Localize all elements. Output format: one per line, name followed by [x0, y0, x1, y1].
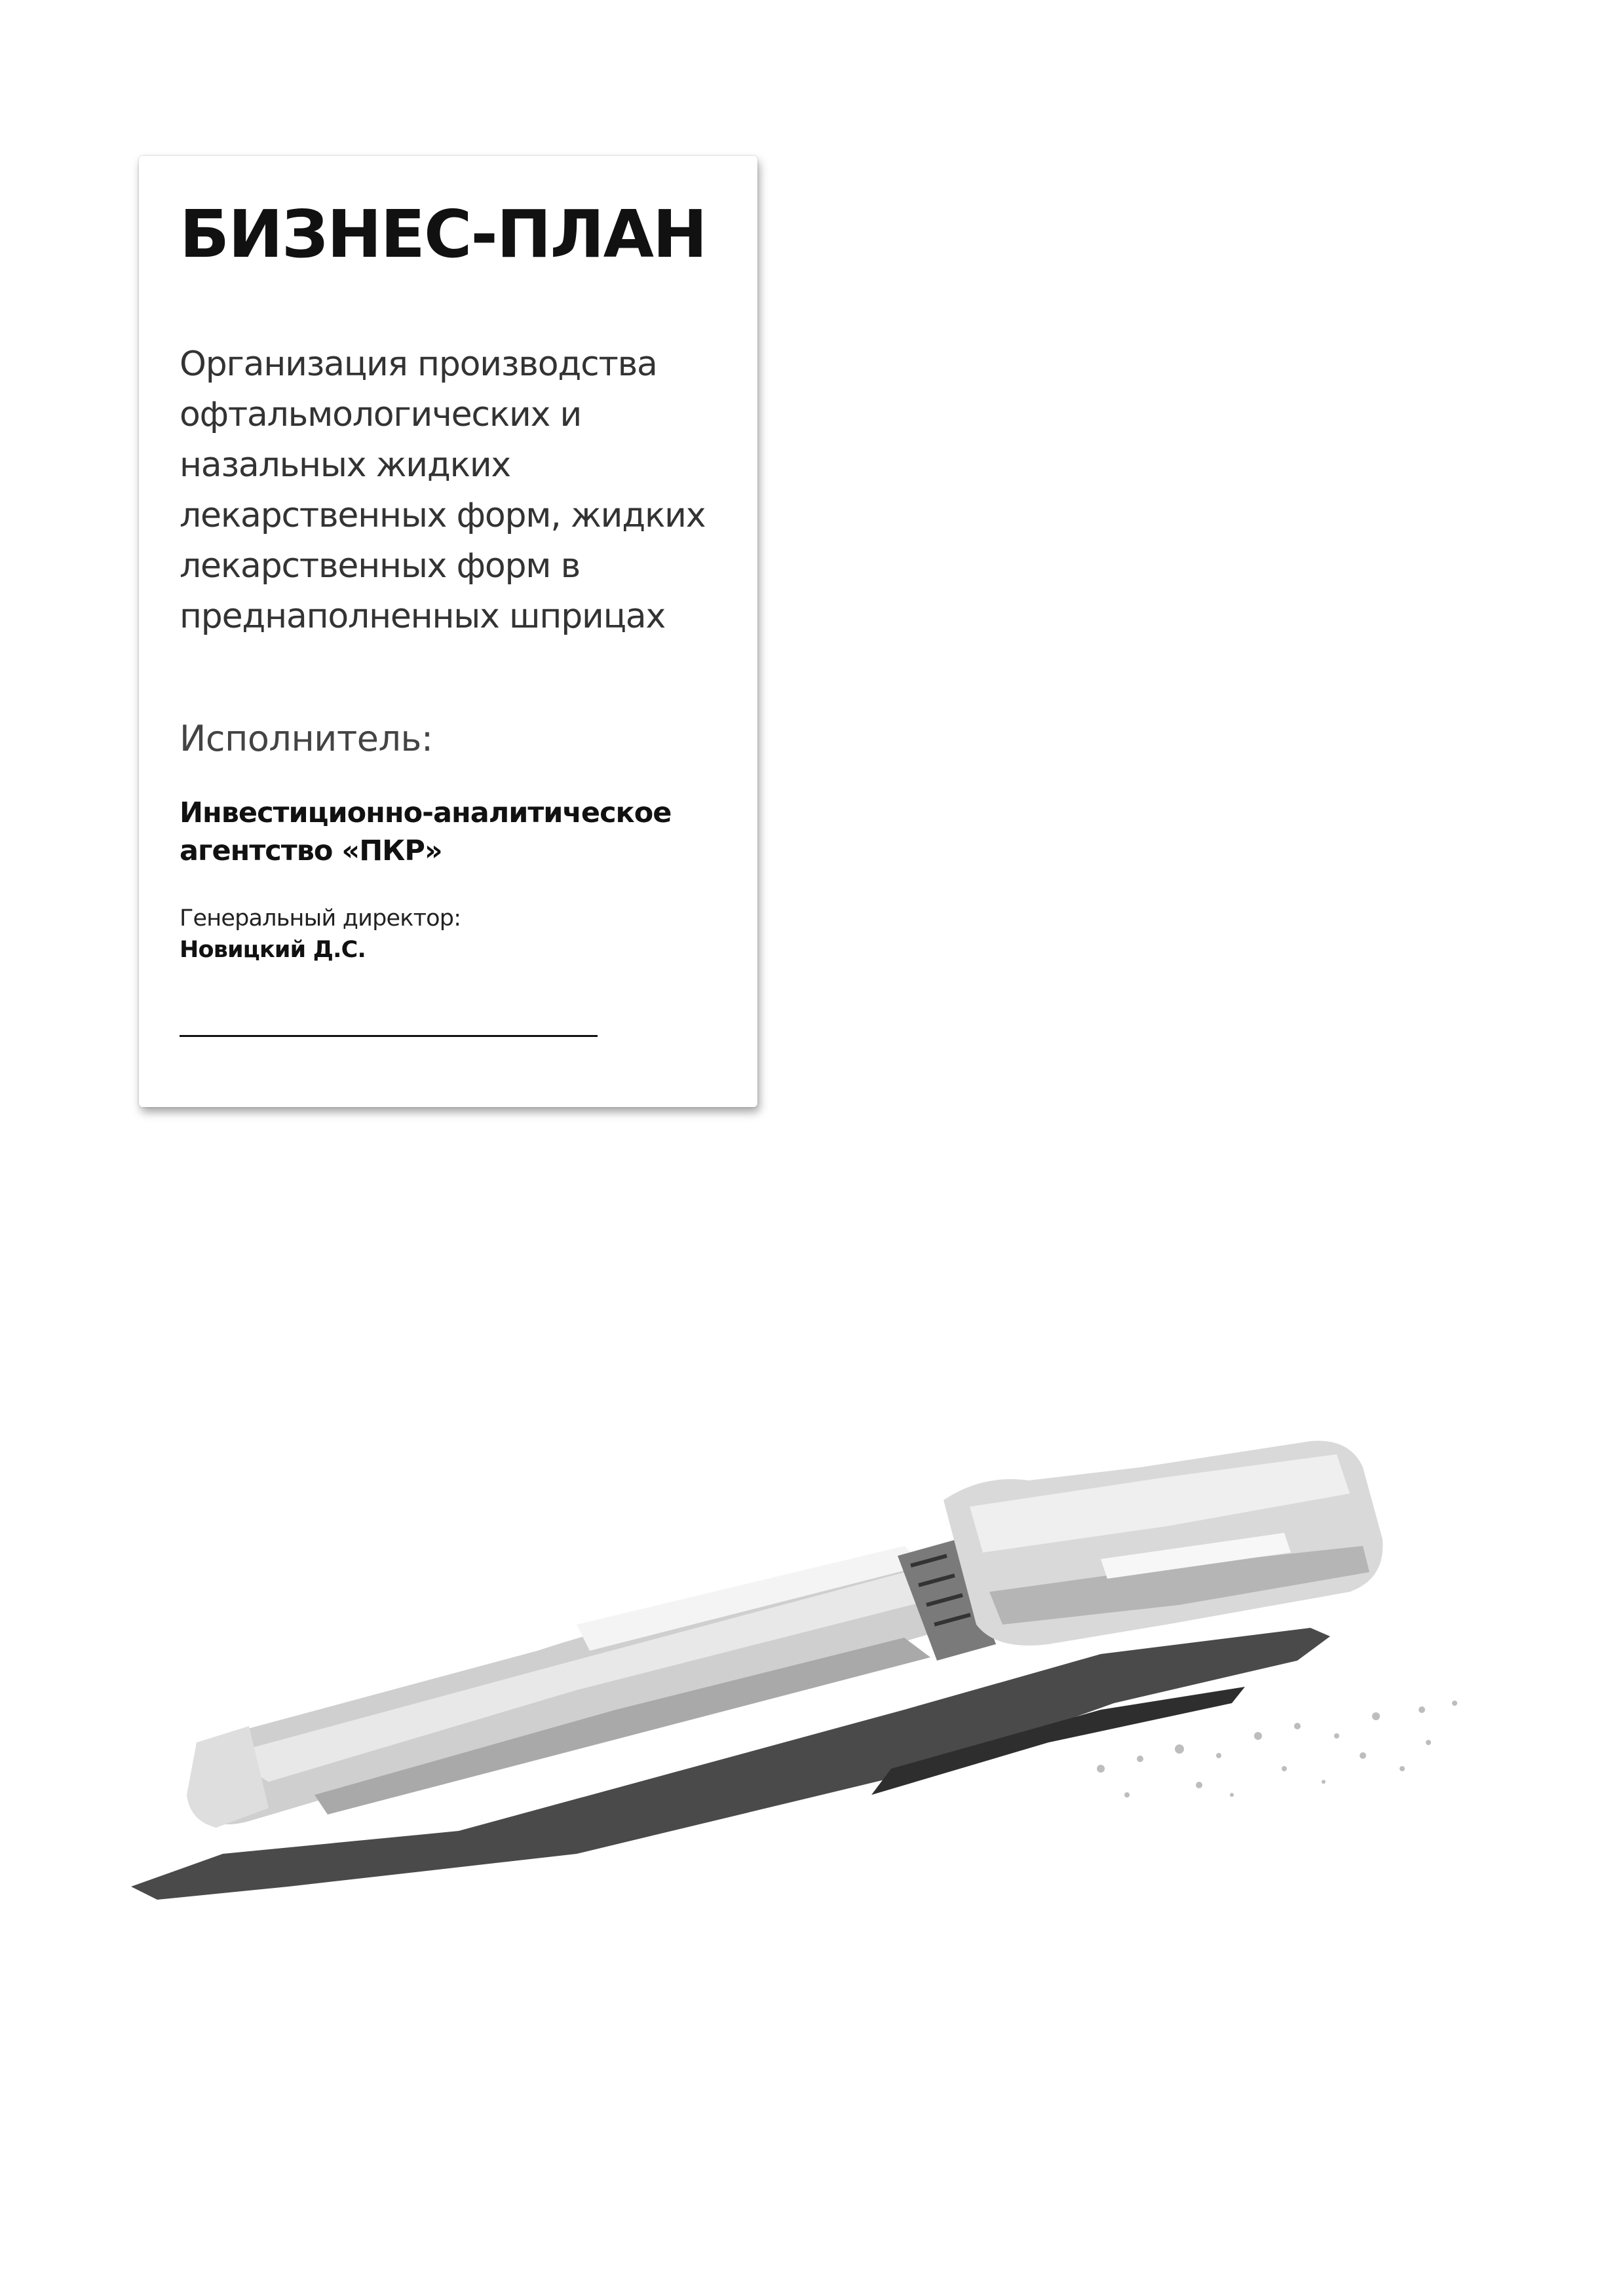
director-label: Генеральный директор:	[180, 905, 461, 932]
agency-name	[180, 794, 743, 870]
ampoule-illustration	[118, 1428, 1546, 1926]
document-subtitle	[180, 339, 743, 642]
executor-label: Исполнитель:	[180, 718, 433, 759]
document-title: БИЗНЕС-ПЛАН	[180, 196, 706, 273]
agency-name-line: агентство «ПКР»	[180, 835, 442, 867]
subtitle-line: преднаполненных шприцах	[180, 597, 666, 636]
subtitle-line: Организация производства	[180, 345, 657, 384]
signature-line	[180, 1035, 598, 1037]
subtitle-line: назальных жидких	[180, 445, 510, 485]
agency-name-line: Инвестиционно-аналитическое	[180, 797, 672, 829]
director-name: Новицкий Д.С.	[180, 937, 366, 963]
subtitle-line: лекарственных форм, жидких	[180, 496, 706, 535]
subtitle-line: лекарственных форм в	[180, 546, 581, 586]
cover-card	[139, 156, 757, 1107]
subtitle-line: офтальмологических и	[180, 395, 582, 434]
